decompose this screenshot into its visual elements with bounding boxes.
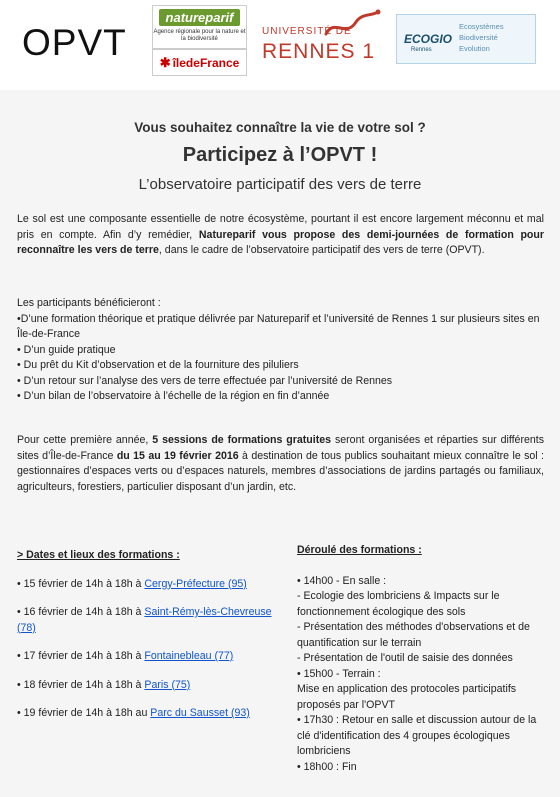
date-item: • 19 février de 14h à 18h au Parc du Sausset (93) bbox=[17, 707, 250, 719]
location-link-cergy[interactable]: Cergy-Préfecture (95) bbox=[144, 577, 247, 590]
universite-label: UNIVERSITÉ DE bbox=[262, 26, 352, 37]
ecogio-tagline: Ecosystèmes Biodiversité Evolution bbox=[459, 22, 504, 53]
rennes-label: RENNES 1 bbox=[262, 40, 376, 63]
page-subtitle: L’observatoire participatif des vers de terre bbox=[138, 176, 422, 193]
list-item: • D’un retour sur l’analyse des vers de terre effectuée par l’université de Rennes bbox=[17, 374, 393, 387]
rennes-logo bbox=[262, 8, 384, 68]
deroule-line: - Présentation de l'outil de saisie des données bbox=[297, 652, 513, 664]
deroule-line: • 15h00 - Terrain : bbox=[297, 667, 381, 680]
deroule-line: • 17h30 : Retour en salle et discussion autour de la clé d'identification des 4 groupes écologiques lombriciens bbox=[297, 714, 537, 757]
dates-title: > Dates et lieux des formations : bbox=[17, 549, 180, 561]
list-item: • Du prêt du Kit d’observation et de la fourniture des piluliers bbox=[17, 359, 299, 371]
ecogio-subtitle: Rennes bbox=[411, 47, 432, 53]
opvt-logo bbox=[22, 18, 140, 68]
natureparif-subtitle: Agence régionale pour la nature et la biodiversité bbox=[153, 29, 246, 42]
header-question: Vous souhaitez connaître la vie de votre sol ? bbox=[134, 120, 426, 135]
deroule-line: • 14h00 - En salle : bbox=[297, 574, 387, 587]
deroule-title: Déroulé des formations : bbox=[297, 544, 422, 556]
location-link-sausset[interactable]: Parc du Sausset (93) bbox=[150, 707, 250, 719]
date-item: • 17 février de 14h à 18h à Fontainebleau (77) bbox=[17, 650, 234, 662]
list-item: • D’un bilan de l’observatoire à l’échelle de la région en fin d’année bbox=[17, 390, 330, 402]
page-title: Participez à l’OPVT ! bbox=[182, 144, 378, 166]
deroule-line: - Présentation des méthodes d'observations et de quantification sur le terrain bbox=[297, 621, 530, 649]
location-link-paris[interactable]: Paris (75) bbox=[144, 678, 191, 691]
opvt-logo-text: OPVT bbox=[22, 22, 127, 63]
location-link-saint-remy[interactable]: Saint-Rémy-lès-Chevreuse (78) bbox=[17, 606, 272, 634]
date-item: • 16 février de 14h à 18h à Saint-Rémy-lès-Chevreuse (78) bbox=[17, 606, 272, 634]
deroule-line: • 18h00 : Fin bbox=[297, 760, 357, 773]
natureparif-name: natureparif bbox=[159, 9, 240, 26]
deroule-line: - Ecologie des lombriciens & Impacts sur le fonctionnement écologique des sols bbox=[297, 590, 500, 618]
list-item: • D’un guide pratique bbox=[17, 343, 116, 356]
iledefrance-logo bbox=[152, 49, 247, 76]
deroule-line: Mise en application des protocoles participatifs proposés par l'OPVT bbox=[297, 683, 517, 711]
date-item: • 15 février de 14h à 18h à Cergy-Préfecture (95) bbox=[17, 577, 247, 590]
ecogio-name: ECOGIO bbox=[404, 32, 453, 46]
iledefrance-star-icon: ✱ bbox=[159, 54, 171, 70]
spacer bbox=[297, 559, 549, 574]
iledefrance-text: îledeFrance bbox=[172, 55, 240, 70]
intro-paragraph: Le sol est une composante essentielle de notre écosystème, pourtant il est encore largement méconnu et mal pris en compte. Afin d’y remédier, Natureparif vous propose des demi-journées de formation pour reconnaître les vers de terre, dans le cadre de l’observatoire participatif des vers de terre (OPVT). bbox=[17, 213, 544, 256]
deroule-column bbox=[297, 543, 549, 775]
location-link-fontainebleau[interactable]: Fontainebleau (77) bbox=[144, 650, 234, 662]
benefits-section bbox=[17, 296, 544, 405]
benefits-list bbox=[17, 312, 544, 405]
ecogio-logo bbox=[396, 14, 536, 64]
benefits-intro: Les participants bénéficieront : bbox=[17, 297, 161, 309]
list-item: •D’une formation théorique et pratique délivrée par Natureparif et l’université de Rennes 1 sur plusieurs sites en Île-de-France bbox=[17, 312, 540, 340]
dates-column bbox=[17, 548, 279, 722]
date-item: • 18 février de 14h à 18h à Paris (75) bbox=[17, 678, 191, 691]
sessions-paragraph: Pour cette première année, 5 sessions de formations gratuites seront organisées et réparties sur différents sites d’Île-de-France du 15 au 19 février 2016 à destination de tous publics souhaitant mieux connaître le sol : gestionnaires d’espaces verts ou d’espaces naturels, membres d’associations de jardins partagés ou familiaux, agriculteurs, forestiers, particulier disposant d’un jardin, etc. bbox=[17, 434, 544, 493]
logo-strip bbox=[0, 0, 560, 90]
natureparif-logo bbox=[152, 5, 247, 49]
